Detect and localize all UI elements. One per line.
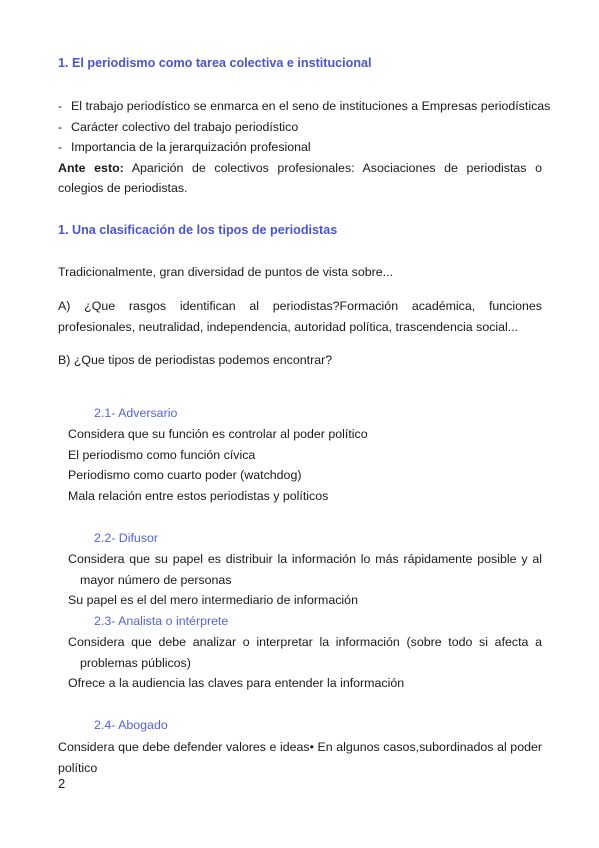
subsection-body [68, 632, 542, 694]
page-number: 2 [58, 776, 66, 791]
subsection-body [68, 549, 542, 611]
list-item-text: El trabajo periodístico se enmarca en el seno de instituciones a Empresas periodísticas [71, 99, 551, 113]
list-item: Mala relación entre estos periodistas y políticos [68, 488, 329, 503]
list-item: Periodismo como cuarto poder (watchdog) [68, 468, 302, 482]
subsection-body [68, 424, 542, 506]
note-text: Aparición de colectivos profesionales: Asociaciones de periodistas o colegios de periodistas. [58, 160, 542, 195]
list-item-text: Importancia de la jerarquización profesional [71, 140, 311, 154]
subsection-title: 2.1- Adversario [94, 406, 178, 420]
list-item: El periodismo como función cívica [68, 447, 256, 462]
bullet-marker: - [58, 140, 63, 154]
question-a: A) ¿Que rasgos identifican al periodistas?Formación académica, funciones profesionales, neutralidad, independencia, autoridad política, trascendencia social... [58, 299, 542, 334]
bullet-marker: - [58, 99, 63, 113]
subsection-body: Considera que debe defender valores e ideas• En algunos casos,subordinados al poder político [58, 740, 542, 775]
list-item: Considera que debe analizar o interpretar la información (sobre todo si afecta a problemas públicos) [68, 635, 542, 670]
section-heading: 1. El periodismo como tarea colectiva e institucional [58, 56, 372, 70]
section-heading: 1. Una clasificación de los tipos de periodistas [58, 223, 338, 237]
intro-paragraph: Tradicionalmente, gran diversidad de puntos de vista sobre... [58, 265, 393, 279]
subsection-title: 2.2- Difusor [94, 531, 159, 545]
list-item: Su papel es el del mero intermediario de información [68, 593, 358, 607]
list-item [58, 117, 558, 138]
bullet-marker: - [58, 119, 63, 134]
list-item: Considera que su papel es distribuir la información lo más rápidamente posible y al mayor número de personas [68, 552, 542, 587]
bullet-list [58, 96, 558, 199]
list-item: Considera que su función es controlar al poder político [68, 427, 368, 441]
note-label: Ante esto: [58, 160, 124, 175]
subsection-title: 2.3- Analista o intérprete [94, 614, 229, 628]
list-item [58, 137, 558, 158]
question-b: B) ¿Que tipos de periodistas podemos encontrar? [58, 353, 333, 367]
list-item: Ofrece a la audiencia las claves para entender la información [68, 676, 405, 690]
subsection-title: 2.4- Abogado [94, 718, 168, 732]
list-item-text: Carácter colectivo del trabajo periodístico [71, 119, 299, 134]
note-paragraph [58, 158, 542, 199]
list-item [58, 96, 558, 117]
